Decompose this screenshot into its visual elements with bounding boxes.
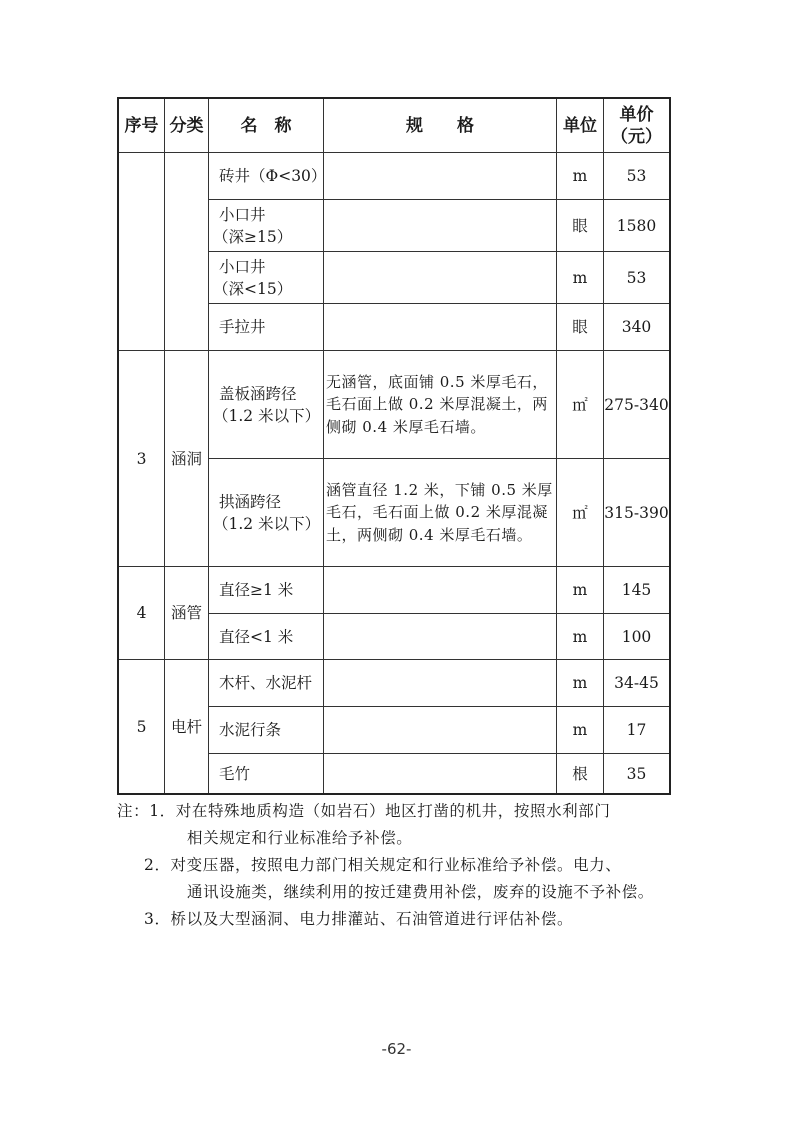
- note-2-cont: 通讯设施类，继续利用的按迁建费用补偿，废弃的设施不予补偿。: [187, 883, 654, 901]
- row-unit: m: [557, 252, 604, 304]
- row-price: 35: [626, 764, 647, 783]
- row-price: 340: [604, 304, 669, 351]
- header-price: [604, 99, 669, 153]
- row-name: 毛竹: [209, 754, 324, 793]
- row-spec: [324, 754, 557, 793]
- row-unit: ㎡: [557, 459, 604, 567]
- row-name: [209, 351, 324, 459]
- note-1-cont: 相关规定和行业标准给予补偿。: [187, 829, 413, 847]
- row-spec: [324, 304, 557, 351]
- row-name-line1: 拱涵跨径: [219, 492, 282, 511]
- row-name: [209, 200, 324, 252]
- group-pole-index: 5: [119, 660, 165, 793]
- row-unit: m: [557, 567, 604, 614]
- row-price: 53: [604, 153, 669, 200]
- group-culvert-category: 涵洞: [165, 351, 209, 567]
- row-unit: 眼: [557, 200, 604, 252]
- row-price: 100: [604, 614, 669, 660]
- row-name: 直径<1 米: [209, 614, 324, 660]
- row-name: 手拉井: [209, 304, 324, 351]
- row-name-line2: （深≥15）: [213, 227, 293, 246]
- row-unit: 眼: [557, 304, 604, 351]
- header-price-line2: （元）: [611, 126, 662, 147]
- note-3: 3．桥以及大型涵洞、电力排灌站、石油管道进行评估补偿。: [144, 910, 574, 928]
- row-name: [209, 459, 324, 567]
- row-spec: [324, 614, 557, 660]
- row-price: 275-340: [604, 351, 669, 459]
- row-unit: m: [557, 707, 604, 754]
- notes: [117, 798, 677, 933]
- row-unit: m: [557, 153, 604, 200]
- row-spec: [324, 567, 557, 614]
- row-price: 53: [604, 252, 669, 304]
- row-spec: [324, 252, 557, 304]
- group-pole-category: 电杆: [165, 660, 209, 793]
- row-unit: 根: [557, 754, 604, 793]
- row-name-line2: （深<15）: [213, 279, 293, 298]
- row-spec: [324, 707, 557, 754]
- row-name-line1: 小口井: [219, 205, 266, 224]
- header-spec: 规 格: [324, 99, 557, 153]
- row-unit: m: [557, 660, 604, 707]
- page-number: -62-: [381, 1040, 412, 1058]
- row-price: 315-390: [604, 459, 669, 567]
- header-name: 名 称: [209, 99, 324, 153]
- row-name-line2: （1.2 米以下）: [213, 514, 321, 533]
- group-pipe-category: 涵管: [165, 567, 209, 660]
- row-name: 砖井（Φ<30）: [209, 153, 324, 200]
- row-price: 1580: [604, 200, 669, 252]
- row-name-line2: （1.2 米以下）: [213, 406, 321, 425]
- row-name: [209, 252, 324, 304]
- row-price: 145: [604, 567, 669, 614]
- row-unit: m: [557, 614, 604, 660]
- header-price-line1: 单价: [619, 104, 654, 125]
- row-unit: ㎡: [557, 351, 604, 459]
- row-spec: [324, 660, 557, 707]
- row-name: 水泥行条: [209, 707, 324, 754]
- group-wells-category: [165, 153, 209, 351]
- header-unit: 单位: [557, 99, 604, 153]
- row-name: 木杆、水泥杆: [209, 660, 324, 707]
- header-category: 分类: [165, 99, 209, 153]
- group-culvert-index: 3: [119, 351, 165, 567]
- group-pipe-index: 4: [119, 567, 165, 660]
- row-spec: 无涵管，底面铺 0.5 米厚毛石，毛石面上做 0.2 米厚混凝土，两侧砌 0.4 米厚毛石墙。: [324, 351, 557, 459]
- row-name-line1: 盖板涵跨径: [219, 384, 297, 403]
- row-name-line1: 小口井: [219, 257, 266, 276]
- row-spec: 涵管直径 1.2 米，下铺 0.5 米厚毛石，毛石面上做 0.2 米厚混凝土，两侧砌 0.4 米厚毛石墙。: [324, 459, 557, 567]
- group-wells-index: [119, 153, 165, 351]
- note-1: 注：1．对在特殊地质构造（如岩石）地区打凿的机井，按照水利部门: [117, 802, 611, 820]
- row-spec: [324, 153, 557, 200]
- row-spec: [324, 200, 557, 252]
- row-price: 17: [604, 707, 669, 754]
- row-price: 34-45: [604, 660, 669, 707]
- row-name: 直径≥1 米: [209, 567, 324, 614]
- header-index: 序号: [119, 99, 165, 153]
- note-2: 2．对变压器，按照电力部门相关规定和行业标准给予补偿。电力、: [144, 856, 622, 874]
- compensation-table: [117, 97, 671, 795]
